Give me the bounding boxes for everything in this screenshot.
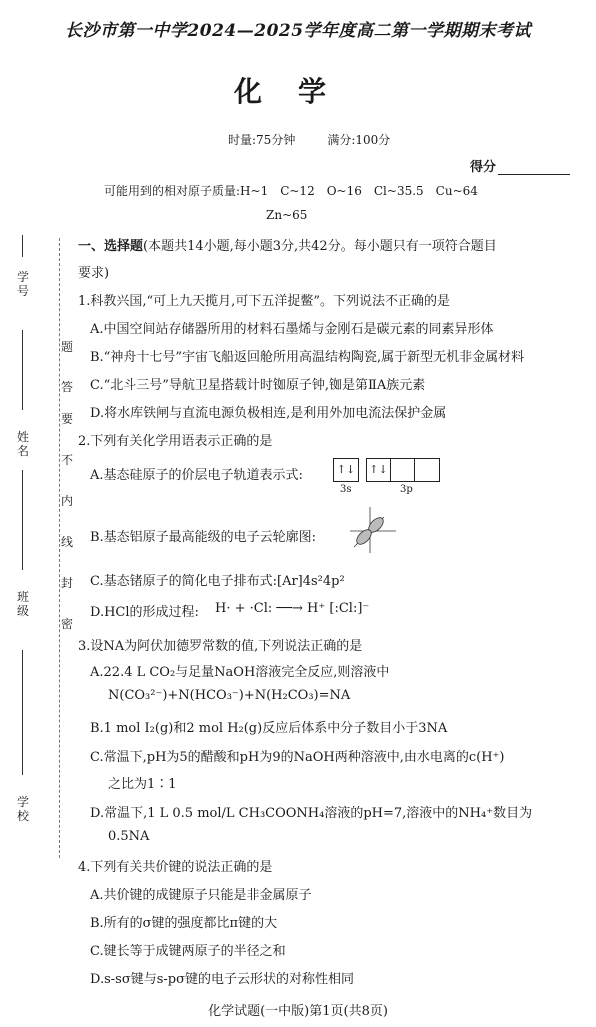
question-1-option-a: A.中国空间站存储器所用的材料石墨烯与金刚石是碳元素的同素异形体	[90, 322, 494, 337]
full-marks: 满分:100分	[327, 133, 391, 147]
question-1-option-b: B.“神舟十七号”宇宙飞船返回舱所用高温结构陶瓷,属于新型无机非金属材料	[90, 350, 525, 365]
subject-title: 化学	[233, 75, 362, 108]
question-3-option-b: B.1 mol I₂(g)和2 mol H₂(g)反应后体系中分子数目小于3NA	[90, 721, 448, 736]
question-2-option-b: B.基态铝原子最高能级的电子云轮廓图:	[90, 530, 317, 545]
orbital-empty	[415, 459, 439, 481]
orbital-3s-box	[333, 458, 359, 482]
question-1-stem: 1.科教兴国,“可上九天揽月,可下五洋捉鳖”。下列说法不正确的是	[78, 294, 450, 309]
name-blank	[22, 330, 23, 410]
orbital-3p-label: 3p	[400, 484, 413, 495]
school-label: 学校	[16, 795, 29, 823]
question-4-option-a: A.共价键的成键原子只能是非金属原子	[90, 888, 312, 903]
orbital-up: ↑↓	[367, 459, 391, 481]
question-4-stem: 4.下列有关共价键的说法正确的是	[78, 860, 273, 875]
seal-char: 密	[60, 617, 73, 631]
exam-title: 长沙市第一中学2024—2025学年度高二第一学期期末考试	[64, 21, 532, 41]
score-label: 得分	[470, 160, 497, 175]
p-orbital-diagram	[340, 505, 398, 555]
orbital-empty	[391, 459, 415, 481]
question-2-option-d: D.HCl的形成过程:	[90, 605, 199, 620]
class-label: 班级	[16, 590, 29, 618]
score-blank	[498, 160, 570, 175]
page-footer: 化学试题(一中版)第1页(共8页)	[208, 1004, 388, 1019]
question-4-option-c: C.键长等于成键两原子的半径之和	[90, 944, 286, 959]
orbital-3p-box	[366, 458, 440, 482]
question-3-option-d: D.常温下,1 L 0.5 mol/L CH₃COONH₄溶液的pH=7,溶液中的NH₄⁺数目为	[90, 806, 533, 821]
section-heading	[78, 235, 497, 254]
question-1-option-c: C.“北斗三号”导航卫星搭载计时铷原子钟,铷是第ⅡA族元素	[90, 378, 426, 393]
question-4-option-d: D.s-sσ键与s-pσ键的电子云形状的对称性相同	[90, 972, 354, 987]
question-2-stem: 2.下列有关化学用语表示正确的是	[78, 434, 273, 449]
seal-char: 题	[60, 340, 73, 354]
score-field	[470, 156, 570, 175]
section-instruction: (本题共14小题,每小题3分,共42分。每小题只有一项符合题目	[143, 239, 497, 254]
seal-char: 封	[60, 576, 73, 590]
section-title: 一、选择题	[78, 239, 144, 254]
question-2-option-c: C.基态锗原子的简化电子排布式:[Ar]4s²4p²	[90, 574, 345, 589]
class-blank	[22, 470, 23, 570]
question-2-option-a: A.基态硅原子的价层电子轨道表示式:	[90, 468, 303, 483]
orbital-paired: ↑↓	[336, 463, 356, 476]
atomic-masses: 可能用到的相对原子质量:H~1 C~12 O~16 Cl~35.5 Cu~64	[104, 184, 478, 198]
question-3-option-c-cont: 之比为1∶1	[108, 777, 177, 792]
question-3-stem: 3.设NA为阿伏加德罗常数的值,下列说法正确的是	[78, 639, 363, 654]
section-instruction-cont: 要求)	[78, 266, 110, 281]
seal-char: 线	[60, 535, 73, 549]
seal-char: 答	[60, 380, 73, 394]
question-3-option-d-cont: 0.5NA	[108, 829, 150, 844]
orbital-3s-label: 3s	[340, 484, 352, 495]
question-3-option-a: A.22.4 L CO₂与足量NaOH溶液完全反应,则溶液中	[90, 665, 390, 680]
atomic-masses-cont: Zn~65	[266, 208, 308, 222]
exam-meta	[228, 131, 390, 148]
name-label: 姓名	[16, 430, 29, 458]
question-1-option-d: D.将水库铁闸与直流电源负极相连,是利用外加电流法保护金属	[90, 406, 447, 421]
school-blank	[22, 650, 23, 775]
seal-char: 要	[60, 412, 73, 426]
question-3-option-c: C.常温下,pH为5的醋酸和pH为9的NaOH两种溶液中,由水电离的c(H⁺)	[90, 750, 505, 765]
time-limit: 时量:75分钟	[228, 133, 296, 147]
student-id-label: 学号	[16, 270, 29, 298]
student-id-blank	[22, 235, 23, 257]
hcl-formation-equation: H· + ·Cl: ──→ H⁺ [:Cl:]⁻	[215, 601, 370, 616]
question-4-option-b: B.所有的σ键的强度都比π键的大	[90, 916, 278, 931]
seal-char: 不	[60, 453, 73, 467]
seal-char: 内	[60, 494, 73, 508]
question-3-option-a-cont: N(CO₃²⁻)+N(HCO₃⁻)+N(H₂CO₃)=NA	[108, 688, 351, 703]
